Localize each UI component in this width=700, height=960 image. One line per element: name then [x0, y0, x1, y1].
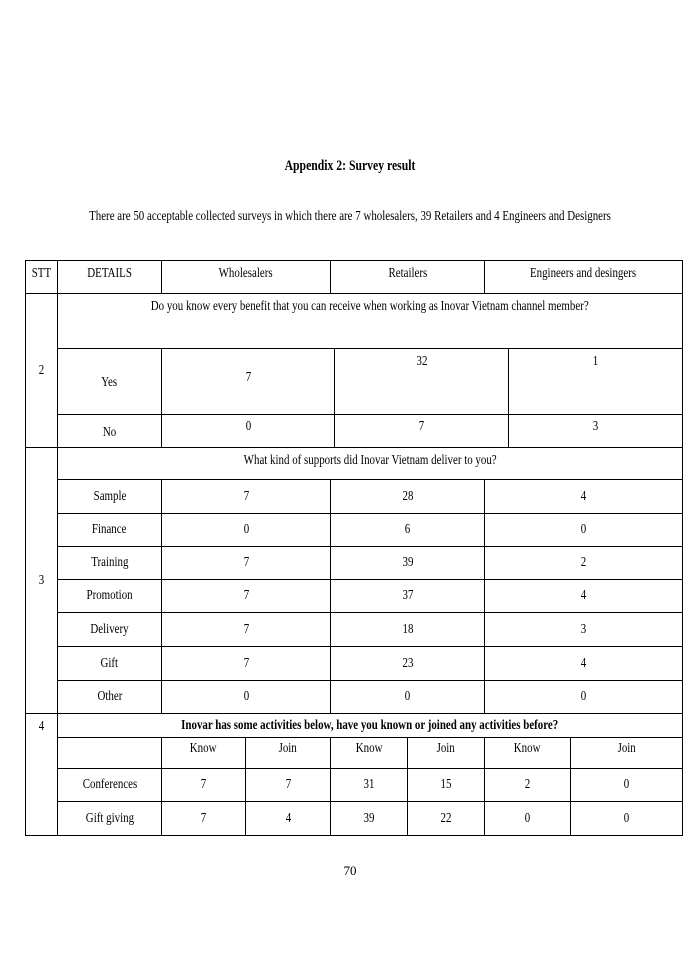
- header-engineers-text: Engineers and desingers: [530, 266, 637, 281]
- q3-row-label-text: Other: [97, 689, 122, 704]
- q4-subheader-text: Join: [278, 741, 298, 756]
- q3-row-engineers: [484, 479, 683, 514]
- q3-row-wholesalers-text: 0: [243, 689, 249, 704]
- q3-row-engineers: [484, 680, 683, 714]
- q3-question-text: What kind of supports did Inovar Vietnam deliver to you?: [243, 453, 497, 468]
- q3-row-label: [57, 513, 162, 547]
- q4-row-value: [161, 768, 246, 802]
- q2-row-yes-retailers-text: 32: [416, 354, 427, 369]
- q2-row-no-engineers: [508, 414, 683, 448]
- page-number: 70: [343, 863, 357, 878]
- q4-question-text: Inovar has some activities below, have you known or joined any activities before?: [181, 717, 559, 733]
- q4-row-value: [484, 801, 571, 836]
- stt-3-text: 3: [38, 572, 45, 588]
- q4-row-value: [245, 768, 331, 802]
- q3-row-label: [57, 680, 162, 714]
- stt-3: [25, 447, 58, 714]
- q2-row-no-retailers: [334, 414, 509, 448]
- header-details: [57, 260, 162, 294]
- q4-row-value-text: 0: [623, 810, 630, 826]
- q3-row-label: [57, 546, 162, 580]
- q2-row-no-label: [57, 414, 162, 448]
- q3-row-engineers: [484, 646, 683, 681]
- q2-row-yes-engineers: [508, 348, 683, 415]
- header-retailers: [330, 260, 485, 294]
- q3-row-retailers: [330, 479, 485, 514]
- q4-row-value: [570, 801, 683, 836]
- q4-subheader-text: Know: [355, 741, 383, 756]
- q4-subheader-text: Join: [617, 741, 636, 756]
- q3-row-retailers: [330, 579, 485, 613]
- q4-row-value-text: 7: [200, 777, 207, 792]
- q2-row-no-engineers-text: 3: [592, 419, 599, 434]
- q3-question: [57, 447, 683, 480]
- q3-row-retailers: [330, 612, 485, 647]
- q4-row-value-text: 31: [363, 777, 375, 792]
- q3-row-engineers-text: 4: [580, 655, 587, 671]
- q4-row-value-text: 0: [524, 810, 531, 826]
- q3-row-wholesalers: [161, 513, 331, 547]
- q2-row-no-wholesalers: [161, 414, 335, 448]
- q3-row-retailers-text: 23: [402, 655, 413, 671]
- q4-row-label: [57, 768, 162, 802]
- q3-row-engineers-text: 0: [580, 522, 587, 537]
- q3-row-wholesalers-text: 7: [243, 655, 249, 671]
- q3-row-engineers: [484, 546, 683, 580]
- q2-row-no-retailers-text: 7: [418, 419, 425, 434]
- q3-row-engineers-text: 0: [580, 689, 587, 704]
- q3-row-engineers: [484, 612, 683, 647]
- q2-question: [57, 293, 683, 349]
- q4-subheader: [570, 737, 683, 769]
- q4-question: [57, 713, 683, 738]
- q3-row-retailers-text: 37: [402, 588, 413, 603]
- q3-row-wholesalers-text: 7: [243, 488, 249, 504]
- q4-row-value: [407, 801, 485, 836]
- q2-row-yes-label: [57, 348, 162, 415]
- q4-subheader: [407, 737, 485, 769]
- q3-row-label-text: Training: [90, 555, 129, 570]
- q3-row-retailers: [330, 546, 485, 580]
- q4-row-value-text: 39: [363, 810, 375, 826]
- q3-row-wholesalers: [161, 680, 331, 714]
- q3-row-label-text: Gift: [100, 655, 119, 671]
- q3-row-retailers-text: 6: [404, 522, 411, 537]
- q4-row-label-text: Gift giving: [85, 810, 134, 826]
- q3-row-engineers-text: 4: [580, 488, 587, 504]
- q4-row-label-text: Conferences: [82, 777, 137, 792]
- q2-question-text: Do you know every benefit that you can receive when working as Inovar Vietnam channel member?: [151, 299, 589, 314]
- q3-row-retailers: [330, 513, 485, 547]
- q3-row-retailers: [330, 680, 485, 714]
- q4-subheader: [245, 737, 331, 769]
- q3-row-label-text: Sample: [93, 488, 126, 504]
- q4-row-value: [407, 768, 485, 802]
- q3-row-wholesalers-text: 7: [243, 555, 249, 570]
- q4-row-value: [161, 801, 246, 836]
- stt-4-text: 4: [38, 719, 45, 734]
- q3-row-label: [57, 612, 162, 647]
- q3-row-retailers-text: 28: [402, 488, 413, 504]
- q2-row-no-wholesalers-text: 0: [245, 419, 251, 434]
- q3-row-wholesalers: [161, 646, 331, 681]
- q4-row-value-text: 7: [285, 777, 291, 792]
- q4-subheader: [484, 737, 571, 769]
- q3-row-wholesalers-text: 0: [243, 522, 249, 537]
- q3-row-label-text: Delivery: [90, 621, 129, 637]
- q3-row-wholesalers: [161, 546, 331, 580]
- q3-row-retailers: [330, 646, 485, 681]
- q4-row-value-text: 7: [200, 810, 207, 826]
- q3-row-engineers: [484, 513, 683, 547]
- q4-subheader-text: Know: [190, 741, 217, 756]
- q4-row-value-text: 0: [623, 777, 630, 792]
- stt-4: [25, 713, 58, 836]
- q3-row-label: [57, 479, 162, 514]
- q2-row-yes-engineers-text: 1: [592, 354, 599, 369]
- q4-row-value: [245, 801, 331, 836]
- q3-row-retailers-text: 0: [404, 689, 411, 704]
- stt-2: [25, 293, 58, 448]
- header-stt: [25, 260, 58, 294]
- header-retailers-text: Retailers: [388, 266, 427, 281]
- q3-row-wholesalers: [161, 612, 331, 647]
- q3-row-retailers-text: 39: [402, 555, 413, 570]
- q2-row-yes-label-text: Yes: [101, 375, 118, 390]
- q4-subheader-details: [57, 737, 162, 769]
- q4-subheader: [330, 737, 408, 769]
- q4-subheader-text: Know: [514, 741, 541, 756]
- q3-row-wholesalers: [161, 479, 331, 514]
- q3-row-label: [57, 646, 162, 681]
- q2-row-yes-wholesalers-text: 7: [245, 370, 251, 385]
- header-engineers: [484, 260, 683, 294]
- q3-row-engineers: [484, 579, 683, 613]
- q4-row-value-text: 15: [440, 777, 452, 792]
- q3-row-wholesalers: [161, 579, 331, 613]
- header-stt-text: STT: [31, 266, 52, 281]
- q3-row-label-text: Promotion: [86, 588, 133, 603]
- q3-row-engineers-text: 2: [580, 555, 587, 570]
- q2-row-yes-retailers: [334, 348, 509, 415]
- q4-row-value: [570, 768, 683, 802]
- page-title: Appendix 2: Survey result: [284, 158, 416, 174]
- q3-row-retailers-text: 18: [402, 621, 413, 637]
- q4-row-value: [330, 768, 408, 802]
- q3-row-label: [57, 579, 162, 613]
- q3-row-engineers-text: 3: [580, 621, 587, 637]
- q4-row-label: [57, 801, 162, 836]
- q4-subheader-text: Join: [436, 741, 456, 756]
- stt-2-text: 2: [38, 362, 45, 378]
- intro-text: There are 50 acceptable collected surveys in which there are 7 wholesalers, 39 Retailers and 4 Engineers and Designers: [89, 209, 611, 224]
- q4-row-value-text: 2: [524, 777, 531, 792]
- q4-row-value: [330, 801, 408, 836]
- header-details-text: DETAILS: [87, 266, 132, 281]
- q3-row-label-text: Finance: [92, 522, 127, 537]
- q2-row-no-label-text: No: [102, 425, 117, 440]
- q4-subheader: [161, 737, 246, 769]
- q4-row-value-text: 4: [285, 810, 291, 826]
- q4-row-value: [484, 768, 571, 802]
- header-wholesalers: [161, 260, 331, 294]
- header-wholesalers-text: Wholesalers: [219, 266, 273, 281]
- q3-row-wholesalers-text: 7: [243, 621, 249, 637]
- q3-row-engineers-text: 4: [580, 588, 587, 603]
- q3-row-wholesalers-text: 7: [243, 588, 249, 603]
- q2-row-yes-wholesalers: [161, 348, 335, 415]
- q4-row-value-text: 22: [440, 810, 452, 826]
